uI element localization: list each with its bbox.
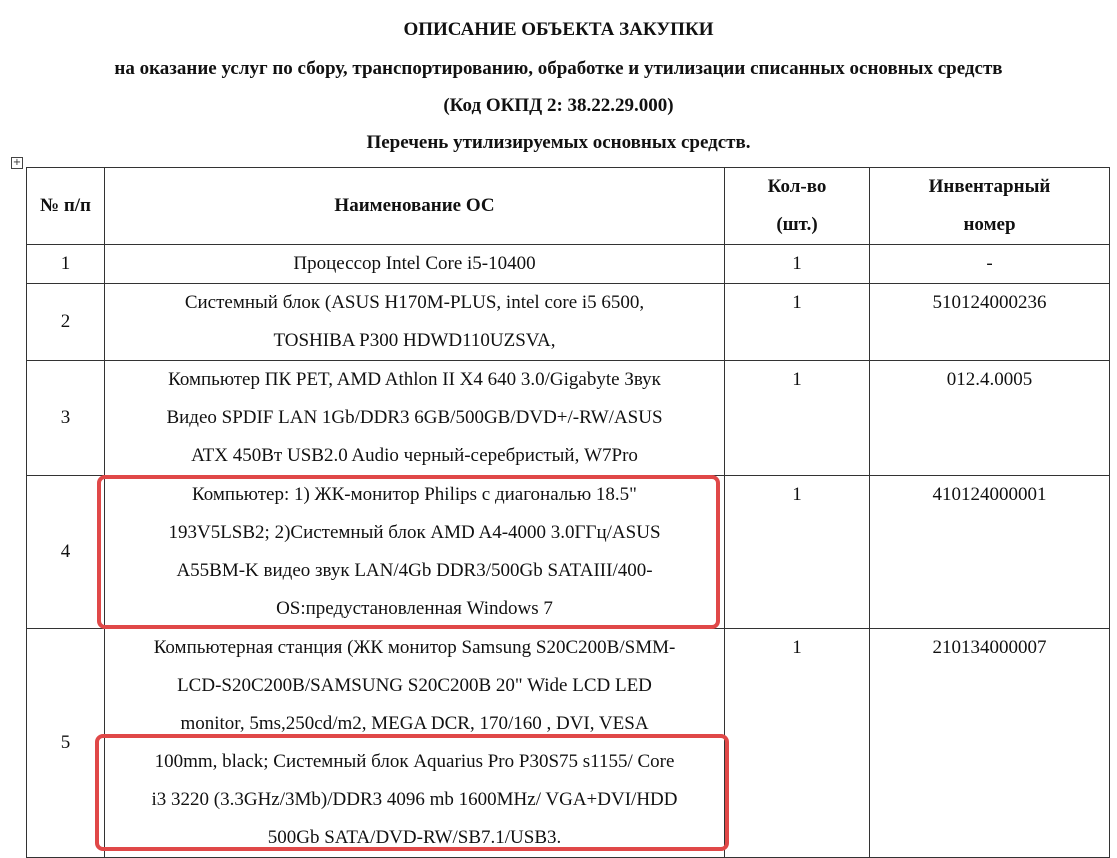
asset-name-line: i3 3220 (3.3GHz/3Mb)/DDR3 4096 mb 1600MHz/ VGA+DVI/HDD <box>151 789 678 810</box>
document-subtitle: на оказание услуг по сбору, транспортированию, обработке и утилизации списанных основных средств <box>114 58 1003 79</box>
asset-name-line: 193V5LSB2; 2)Системный блок AMD A4-4000 3.0ГГц/ASUS <box>168 522 661 543</box>
asset-name-line: Процессор Intel Core i5-10400 <box>293 253 536 274</box>
table-header-row <box>27 168 1110 245</box>
document-title: ОПИСАНИЕ ОБЪЕКТА ЗАКУПКИ <box>403 19 714 40</box>
header-inventory <box>870 168 1110 245</box>
highlight-box-row-5 <box>95 734 729 851</box>
highlight-box-row-4 <box>97 475 720 629</box>
asset-name-line: ATX 450Вт USB2.0 Audio черный-серебристый, W7Pro <box>191 445 638 466</box>
okpd-code: (Код ОКПД 2: 38.22.29.000) <box>443 95 674 116</box>
quantity-cell: 1 <box>725 245 870 284</box>
asset-name-line: Компьютер: 1) ЖК-монитор Philips с диагональю 18.5" <box>192 484 637 505</box>
inventory-number-cell: 012.4.0005 <box>870 361 1110 476</box>
asset-name-line: TOSHIBA P300 HDWD110UZSVA, <box>273 330 556 351</box>
asset-name-line: Видео SPDIF LAN 1Gb/DDR3 6GB/500GB/DVD+/-RW/ASUS <box>166 407 663 428</box>
list-title: Перечень утилизируемых основных средств. <box>366 132 751 153</box>
inventory-number-cell: 510124000236 <box>870 284 1110 361</box>
asset-name-cell <box>105 245 725 284</box>
asset-name-cell <box>105 361 725 476</box>
table-move-handle-icon[interactable]: + <box>12 157 22 168</box>
header-inv-line1: Инвентарный <box>928 176 1051 197</box>
header-inv-line2: номер <box>963 214 1016 235</box>
asset-name-cell <box>105 284 725 361</box>
row-number: 3 <box>27 361 105 476</box>
table-row <box>27 284 1110 361</box>
header-qty <box>725 168 870 245</box>
row-number: 4 <box>27 476 105 629</box>
asset-name-line: A55BM-K видео звук LAN/4Gb DDR3/500Gb SATAIII/400- <box>176 560 653 581</box>
asset-name-line: LCD-S20C200B/SAMSUNG S20C200B 20" Wide LCD LED <box>177 675 652 696</box>
row-number: 5 <box>27 629 105 858</box>
quantity-cell: 1 <box>725 361 870 476</box>
table-row <box>27 361 1110 476</box>
asset-name-line: Компьютер ПК PET, AMD Athlon II X4 640 3.0/Gigabyte Звук <box>168 369 661 390</box>
row-number: 2 <box>27 284 105 361</box>
asset-name-line: 500Gb SATA/DVD-RW/SB7.1/USB3. <box>267 827 562 848</box>
header-qty-line2: (шт.) <box>776 214 818 235</box>
asset-name-line: 100mm, black; Системный блок Aquarius Pro P30S75 s1155/ Core <box>154 751 675 772</box>
header-name: Наименование ОС <box>105 168 725 245</box>
header-num: № п/п <box>27 168 105 245</box>
inventory-number-cell: 410124000001 <box>870 476 1110 629</box>
quantity-cell: 1 <box>725 476 870 629</box>
asset-name-line: monitor, 5ms,250cd/m2, MEGA DCR, 170/160 , DVI, VESA <box>180 713 649 734</box>
table-row <box>27 245 1110 284</box>
asset-name-line: OS:предустановленная Windows 7 <box>276 598 553 619</box>
quantity-cell: 1 <box>725 629 870 858</box>
inventory-number-cell: - <box>870 245 1110 284</box>
row-number: 1 <box>27 245 105 284</box>
asset-name-line: Компьютерная станция (ЖК монитор Samsung S20C200B/SMM- <box>153 637 676 658</box>
inventory-number-cell: 210134000007 <box>870 629 1110 858</box>
asset-name-line: Системный блок (ASUS H170M-PLUS, intel core i5 6500, <box>184 292 645 313</box>
header-qty-line1: Кол-во <box>767 176 827 197</box>
quantity-cell: 1 <box>725 284 870 361</box>
